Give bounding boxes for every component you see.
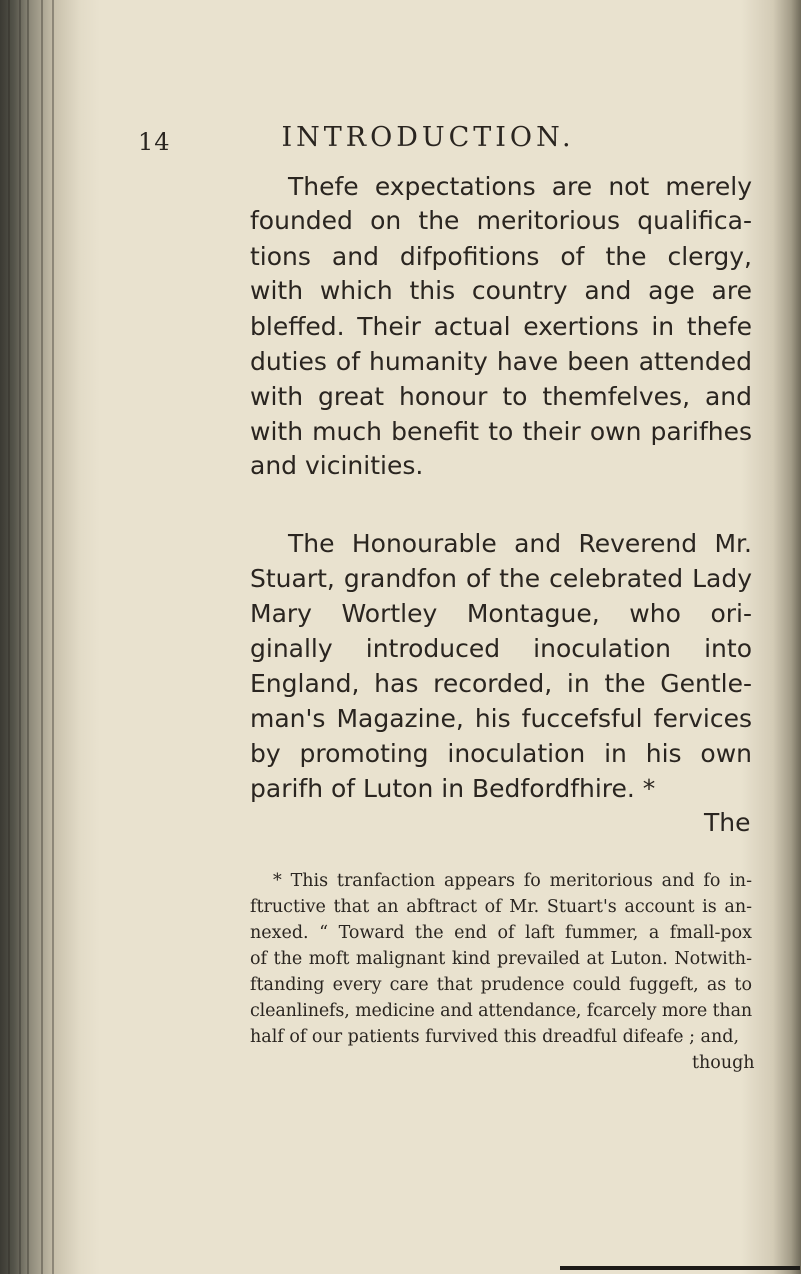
footnote-line: cleanlinefs, medicine and attendance, fcarcely more than	[250, 1001, 753, 1021]
text-line: ginally introduced inoculation into	[250, 634, 752, 663]
text-line: parifh of Luton in Bedfordfhire. *	[250, 774, 656, 803]
text-line: and vicinities.	[250, 451, 424, 480]
text-line: Thefe expectations are not merely	[288, 172, 752, 201]
footnote-line: half of our patients furvived this dreadful difeafe ; and,	[250, 1027, 740, 1047]
page-number: 14	[138, 128, 171, 156]
text-line: tions and difpofitions of the clergy,	[250, 242, 752, 271]
text-line: The Honourable and Reverend Mr.	[288, 529, 752, 558]
text-line: England, has recorded, in the Gentle-	[250, 669, 752, 698]
footnote-line: ftructive that an abftract of Mr. Stuart's account is an-	[250, 897, 752, 917]
text-line: bleffed. Their actual exertions in thefe	[250, 312, 752, 341]
text-line: man's Magazine, his fuccefsful fervices	[250, 704, 752, 733]
book-gutter-left	[0, 0, 100, 1274]
text-line: Mary Wortley Montague, who ori-	[250, 599, 752, 628]
footnote-line: of the moft malignant kind prevailed at Luton. Notwith-	[250, 949, 752, 969]
text-line: Stuart, grandfon of the celebrated Lady	[250, 564, 752, 593]
footnote-line: * This tranfaction appears fo meritorious and fo in-	[273, 871, 752, 891]
footnote-line: nexed. “ Toward the end of laft fummer, a fmall-pox	[250, 923, 752, 943]
text-line: by promoting inoculation in his own	[250, 739, 752, 768]
text-line: with great honour to themfelves, and	[250, 382, 752, 411]
text-line: duties of humanity have been attended	[250, 347, 752, 376]
catchword: The	[704, 808, 751, 837]
text-line: with much benefit to their own parifhes	[250, 417, 752, 446]
text-line: with which this country and age are	[250, 276, 752, 305]
running-head: INTRODUCTION.	[281, 122, 575, 153]
footnote-catchword: though	[692, 1053, 755, 1073]
footnote-line: ftanding every care that prudence could fuggeft, as to	[250, 975, 752, 995]
page-shadow-bottom	[560, 1266, 800, 1270]
text-line: founded on the meritorious qualifica-	[250, 206, 752, 235]
